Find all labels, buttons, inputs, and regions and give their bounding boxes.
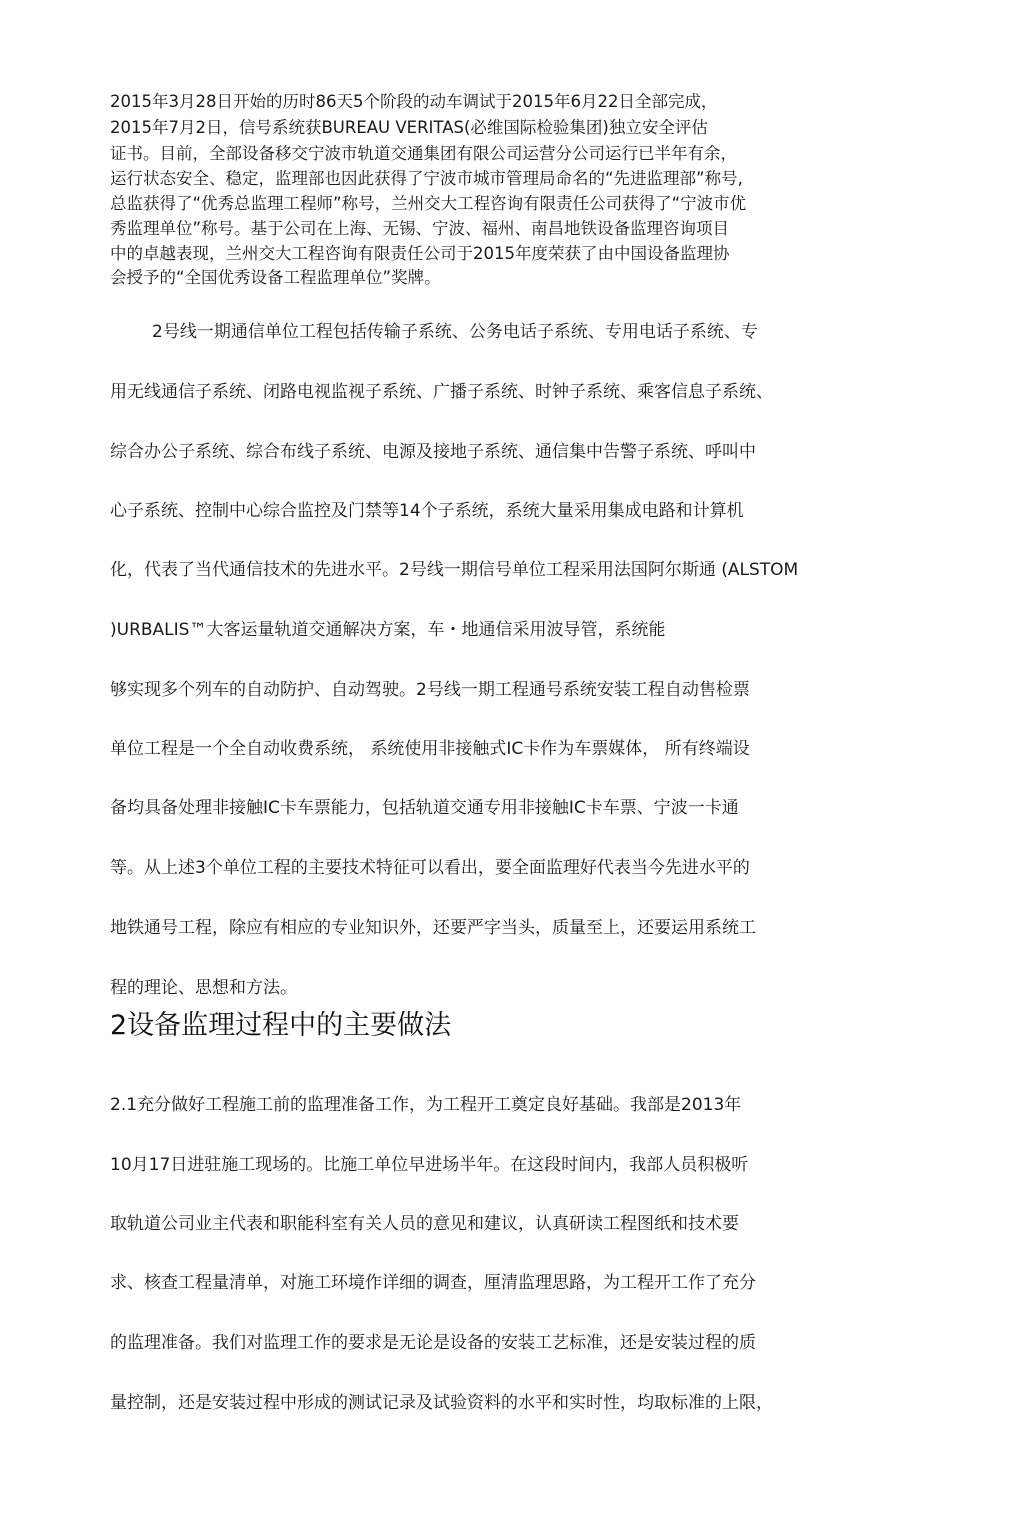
text-line: 秀监理单位”称号。基于公司在上海、无锡、宁波、福州、南昌地铁设备监理咨询项目: [110, 219, 730, 238]
section-heading: 2设备监理过程中的主要做法: [110, 1010, 452, 1041]
text-line: 2015年3月28日开始的历时86天5个阶段的动车调试于2015年6月22日全部完成，: [110, 92, 718, 111]
text-line: 运行状态安全、稳定，监理部也因此获得了宁波市城市管理局命名的“先进监理部”称号,: [110, 169, 743, 188]
text-line: 备均具备处理非接触IC卡车票能力，包括轨道交通专用非接触IC卡车票、宁波一卡通: [110, 798, 739, 818]
text-line: 证书。目前，全部设备移交宁波市轨道交通集团有限公司运营分公司运行已半年有余，: [110, 144, 737, 163]
text-line: 化，代表了当代通信技术的先进水平。2号线一期信号单位工程采用法国阿尔斯通 (ALSTOM: [110, 560, 799, 580]
text-line: 中的卓越表现，兰州交大工程咨询有限责任公司于2015年度荣获了由中国设备监理协: [110, 244, 730, 263]
text-line: 的监理准备。我们对监理工作的要求是无论是设备的安装工艺标准，还是安装过程的质: [110, 1333, 756, 1353]
text-line: 地铁通号工程，除应有相应的专业知识外，还要严字当头，质量至上，还要运用系统工: [110, 918, 756, 938]
text-line: 心子系统、控制中心综合监控及门禁等14个子系统，系统大量采用集成电路和计算机: [110, 501, 744, 521]
text-line: 综合办公子系统、综合布线子系统、电源及接地子系统、通信集中告警子系统、呼叫中: [110, 442, 756, 462]
text-line: )URBALIS™大客运量轨道交通解决方案，车・地通信采用波导管，系统能: [110, 620, 666, 640]
text-line: 会授予的“全国优秀设备工程监理单位”奖牌。: [110, 268, 441, 287]
text-line: 等。从上述3个单位工程的主要技术特征可以看出，要全面监理好代表当今先进水平的: [110, 858, 750, 878]
text-line: 单位工程是一个全自动收费系统， 系统使用非接触式IC卡作为车票媒体， 所有终端设: [110, 739, 750, 759]
text-line: 求、核查工程量清单，对施工环境作详细的调查，厘清监理思路，为工程开工作了充分: [110, 1273, 756, 1293]
text-line: 够实现多个列车的自动防护、自动驾驶。2号线一期工程通号系统安装工程自动售检票: [110, 680, 750, 700]
text-line: 2015年7月2日，信号系统获BUREAU VERITAS(必维国际检验集团)独立安全评估: [110, 118, 708, 137]
text-line: 2号线一期通信单位工程包括传输子系统、公务电话子系统、专用电话子系统、专: [152, 322, 758, 342]
text-line: 量控制，还是安装过程中形成的测试记录及试验资料的水平和实时性，均取标准的上限，: [110, 1393, 773, 1413]
text-line: 2.1充分做好工程施工前的监理准备工作，为工程开工奠定良好基础。我部是2013年: [110, 1095, 742, 1115]
text-line: 10月17日进驻施工现场的。比施工单位早进场半年。在这段时间内，我部人员积极听: [110, 1155, 749, 1175]
text-line: 用无线通信子系统、闭路电视监视子系统、广播子系统、时钟子系统、乘客信息子系统、: [110, 382, 773, 402]
text-line: 程的理论、思想和方法。: [110, 978, 297, 998]
text-line: 取轨道公司业主代表和职能科室有关人员的意见和建议，认真研读工程图纸和技术要: [110, 1214, 739, 1234]
text-line: 总监获得了“优秀总监理工程师”称号，兰州交大工程咨询有限责任公司获得了“宁波市优: [110, 194, 747, 213]
